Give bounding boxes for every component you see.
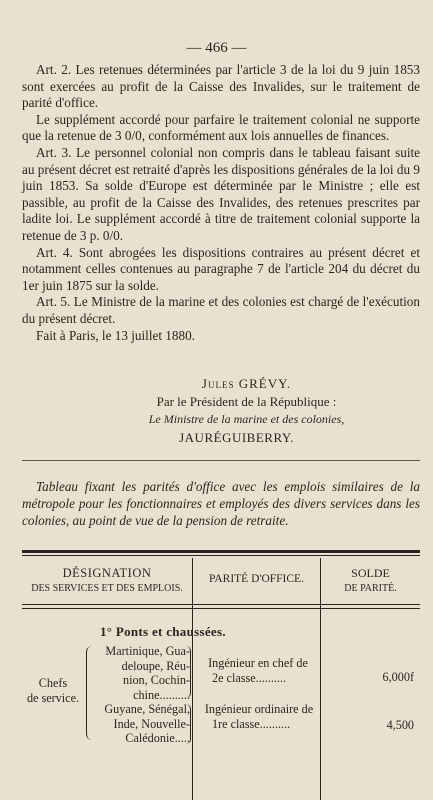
header-rule	[22, 604, 420, 605]
table-caption: Tableau fixant les parités d'office avec les emplois similaires de la métropole pour les fonctionnaires et employés des divers services dans les colonies, au point de vue de la pension de retraite.	[22, 479, 420, 528]
parite-cell: Ingénieur ordinaire de 1re classe..........	[204, 702, 314, 731]
paragraph: Art. 5. Le Ministre de la marine et des colonies est chargé de l'exécution du présent décret.	[22, 294, 420, 326]
parite-cell: Ingénieur en chef de 2e classe..........	[208, 656, 308, 685]
left-brace	[86, 646, 93, 740]
paragraph: Fait à Paris, le 13 juillet 1880.	[36, 327, 195, 343]
paragraph: Art. 4. Sont abrogées les dispositions contraires au présent décret et notamment celles contenues au paragraphe 7 de l'article 204 du décret du 1er juin 1875 sur la solde.	[22, 244, 420, 293]
paragraph: Art. 2. Les retenues déterminées par l'article 3 de la loi du 9 juin 1853 sont exercées au profit de la Caisse des Invalides, sur le traitement de parité d'office.	[22, 62, 420, 111]
colonies-cell: Martinique, Gua- deloupe, Réu- nion, Cochin- chine..........	[105, 644, 190, 702]
president-signature: Jules GRÉVY.	[201, 376, 292, 391]
page-number: — 466 —	[186, 40, 247, 56]
by-president-line: Par le Président de la République :	[156, 394, 337, 409]
header-designation: DÉSIGNATION DES SERVICES ET DES EMPLOIS.	[31, 566, 183, 594]
decree-body	[22, 62, 420, 344]
colonies-cell: Guyane, Sénégal, Inde, Nouvelle- Calédonie.....	[104, 702, 190, 745]
right-brace	[186, 646, 191, 698]
right-brace	[186, 704, 191, 744]
column-divider	[192, 558, 193, 800]
section-title: 1° Ponts et chaussées.	[100, 624, 226, 639]
table-top-rule-thin	[22, 555, 420, 556]
separator-rule	[22, 460, 420, 461]
row-label: Chefs de service.	[26, 676, 80, 705]
paragraph: Art. 3. Le personnel colonial non compris dans le tableau faisant suite au présent décret est retraité d'après les dispositions générales de la loi du 9 juin 1853. Sa solde d'Europe est déterminée par le Ministre ; elle est passible, au profit de la Caisse des Invalides, des retenues prescrites par ladite loi. Le supplément accordé à titre de traitement colonial supporte la retenue de 3 p. 0/0.	[22, 144, 420, 243]
solde-cell: 4,500	[386, 718, 414, 732]
minister-title: Le Ministre de la marine et des colonies,	[148, 412, 345, 426]
solde-cell: 6,000f	[382, 670, 414, 684]
paragraph: Le supplément accordé pour parfaire le traitement colonial ne supporte que la retenue de 3 0/0, conformément aux lois annuelles de finances.	[22, 111, 420, 144]
header-parite: PARITÉ D'OFFICE.	[209, 573, 304, 585]
minister-name: JAURÉGUIBERRY.	[179, 430, 294, 445]
header-solde: SOLDE DE PARITÉ.	[344, 566, 397, 594]
table-top-rule	[22, 550, 420, 553]
header-rule	[22, 608, 420, 609]
